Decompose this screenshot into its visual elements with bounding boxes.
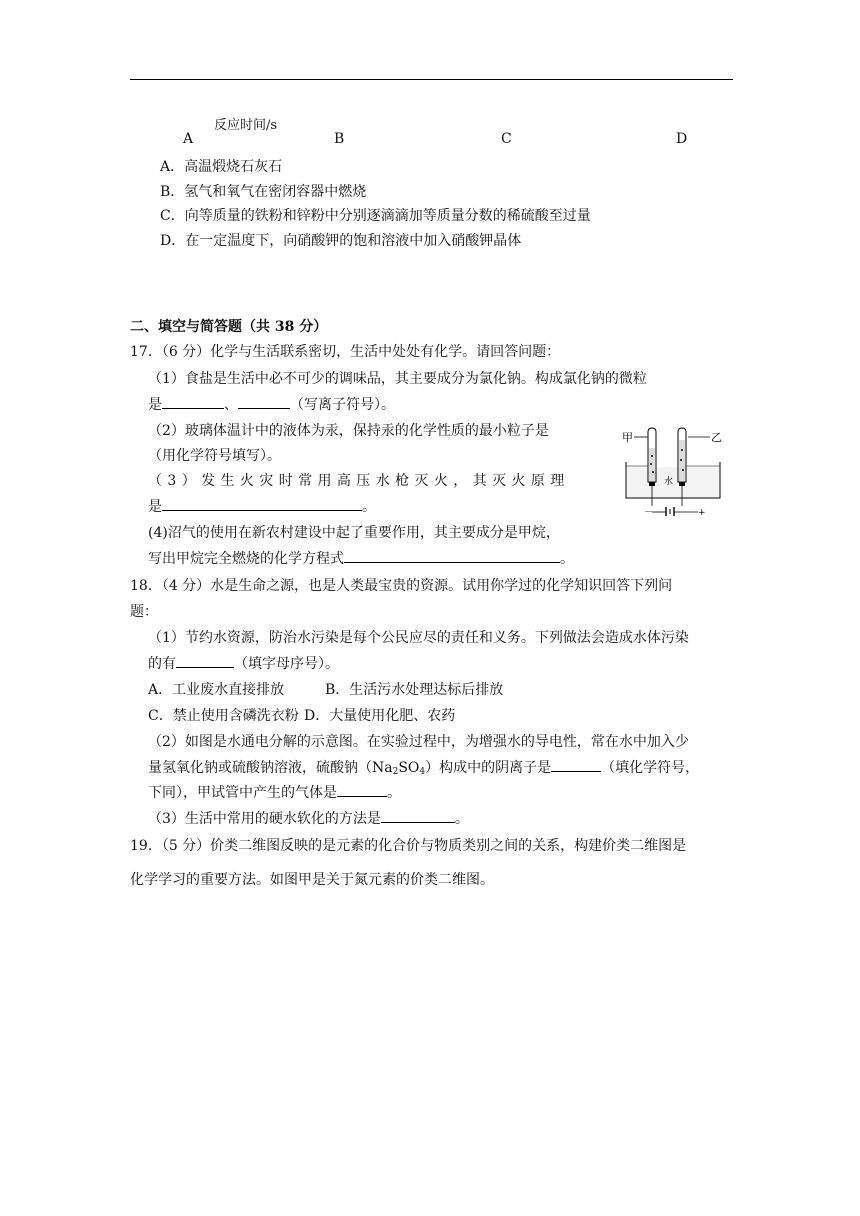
choice-letter-d: D [676,131,688,147]
q18-option-c: C．禁止使用含磷洗衣粉 [148,708,299,724]
q17-p1-prefix: 是 [148,397,162,413]
q17-p3-line1: （3）发生火灾时常用高压水枪灭火，其灭火原理 [148,473,570,489]
q19-line1: 19．（5 分）价类二维图反映的是元素的化合价与物质类别之间的关系，构建价类二维图是 [130,838,687,854]
q16-option-c: C．向等质量的铁粉和锌粉中分别逐滴滴加等质量分数的稀硫酸至过量 [160,208,591,224]
q17-answer-blank-2[interactable] [238,394,290,409]
q18-answer-blank-1[interactable] [176,653,234,668]
q16-option-b: B．氢气和氧气在密闭容器中燃烧 [160,184,367,200]
q17-stem: 17．（6 分）化学与生活联系密切，生活中处处有化学。请回答问题： [130,344,561,360]
q16-option-d: D．在一定温度下，向硝酸钾的饱和溶液中加入硝酸钾晶体 [160,233,522,249]
q18-p1-line2 [148,653,339,673]
q18-answer-blank-4[interactable] [381,808,455,823]
q18-answer-blank-2[interactable] [551,757,601,772]
axis-label: 反应时间/s [214,118,278,133]
section-title: 二、填空与简答题（共 38 分） [130,319,328,335]
tube-label-yi: 乙 [711,431,722,444]
tube-label-jia: 甲 [622,431,633,444]
q18-p3-prefix: （3）生活中常用的硬水软化的方法是 [148,811,381,827]
q17-p1-sep: 、 [224,397,238,413]
q17-p4-line1: (4)沼气的使用在新农村建设中起了重要作用，其主要成分是甲烷， [148,525,560,541]
formula-subscript-4: 4 [419,767,426,777]
water-label: 水 [664,477,674,487]
choice-letter-a: A [183,131,194,147]
q18-p3-line [148,808,469,828]
q17-p3-prefix: 是 [148,499,162,515]
q18-p1-prefix: 的有 [148,656,176,672]
q18-stem-line1: 18．（4 分）水是生命之源，也是人类最宝贵的资源。试用你学过的化学知识回答下列问 [130,578,673,594]
q17-p1-suffix: （写离子符号）。 [290,397,395,413]
q18-answer-blank-3[interactable] [337,782,387,797]
electrolysis-apparatus-figure [618,426,728,516]
q19-line2: 化学学习的重要方法。如图甲是关于氮元素的价类二维图。 [130,872,494,888]
q17-answer-blank-1[interactable] [162,394,224,409]
plus-sign: + [698,508,706,516]
q17-answer-blank-3[interactable] [162,496,362,511]
q18-p2-line3 [148,782,401,802]
choice-letter-b: B [334,131,345,147]
q18-p2-suffix: （填化学符号， [601,760,700,776]
choice-letter-c: C [501,131,512,147]
q17-p2-line2: （用化学符号填写）。 [148,448,281,464]
q17-p4-line2 [148,548,574,568]
q18-p1-line1: （1）节约水资源，防治水污染是每个公民应尽的责任和义务。下列做法会造成水体污染 [148,630,689,646]
header-rule [130,79,733,80]
q17-p1-line1: （1）食盐是生活中必不可少的调味品，其主要成分为氯化钠。构成氯化钠的微粒 [148,371,647,387]
q18-option-b: B．生活污水处理达标后排放 [325,682,504,698]
q18-p2-line1: （2）如图是水通电分解的示意图。在实验过程中，为增强水的导电性，常在水中加入少 [148,734,689,750]
q18-p2-after: ）构成中的阴离子是 [425,760,552,776]
q17-p4-prefix: 写出甲烷完全燃烧的化学方程式 [148,551,344,567]
minus-sign: － [644,508,654,516]
formula-subscript-2: 2 [392,767,399,777]
q18-p2-line2 [148,757,699,777]
q18-option-d: D．大量使用化肥、农药 [304,708,456,724]
q17-p3-suffix: 。 [362,499,376,515]
q17-p2-line1: （2）玻璃体温计中的液体为汞，保持汞的化学性质的最小粒子是 [148,423,549,439]
q18-p2-prefix: 量氢氧化钠或硫酸钠溶液，硫酸钠（Na [148,760,393,776]
q18-p2c-suffix: 。 [387,785,401,801]
q18-p2c-prefix: 下同），甲试管中产生的气体是 [148,785,337,801]
q17-answer-blank-4[interactable] [344,548,560,563]
q17-p4-suffix: 。 [560,551,574,567]
q17-p3-line2 [148,496,376,516]
q18-stem-line2: 题： [130,604,158,620]
q17-p1-line2 [148,394,395,414]
q18-p1-suffix: （填字母序号）。 [234,656,339,672]
q16-option-a: A．高温煅烧石灰石 [160,159,283,175]
formula-so: SO [398,760,420,776]
q18-option-a: A．工业废水直接排放 [148,682,285,698]
q18-p3-suffix: 。 [454,811,469,827]
